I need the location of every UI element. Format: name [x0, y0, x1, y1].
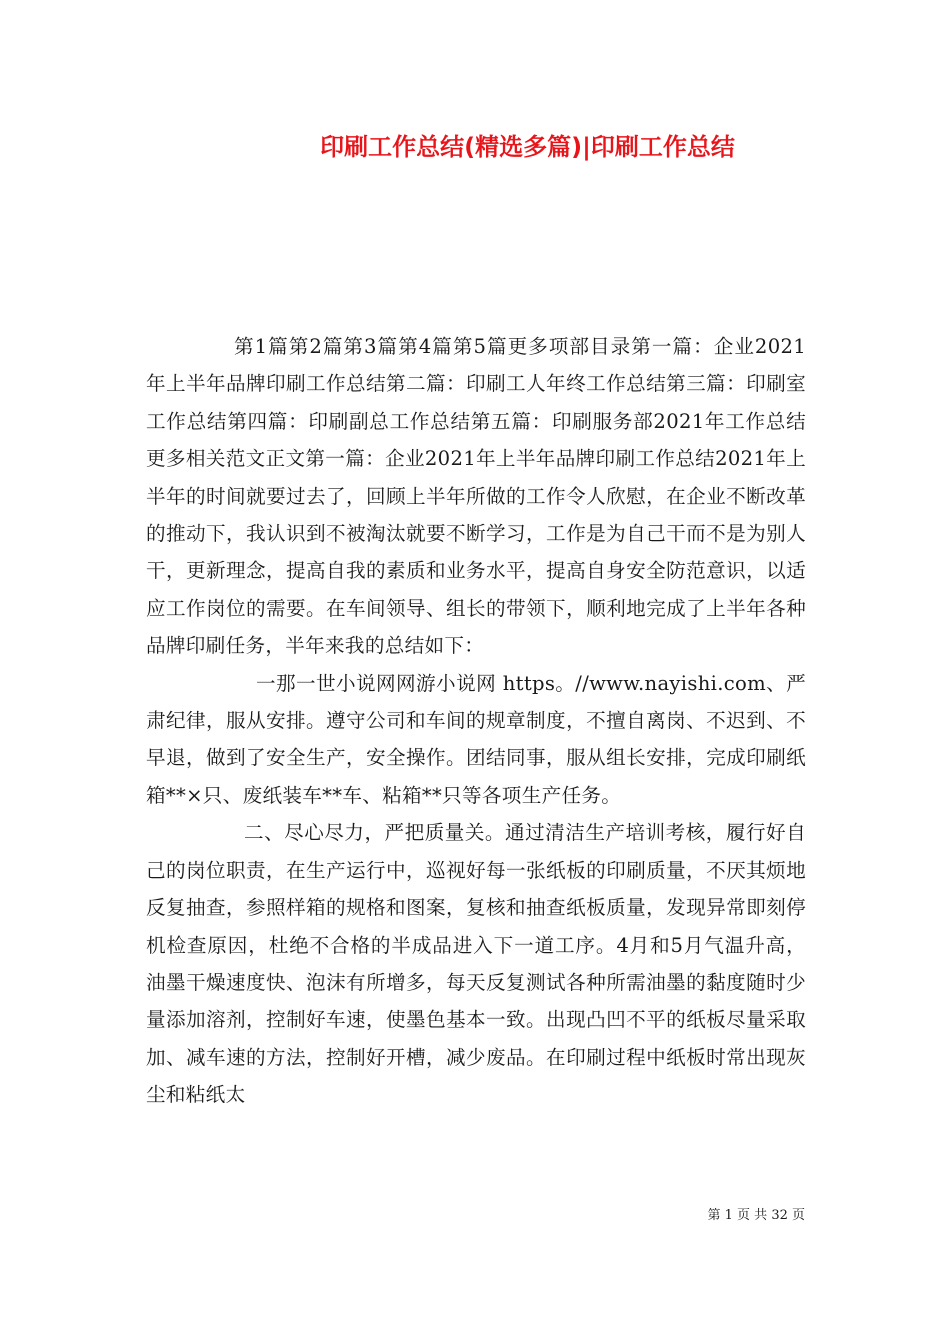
document-body: [146, 328, 806, 1114]
title-text: 印刷工作总结(精选多篇)|印刷工作总结: [320, 133, 735, 161]
page-number-footer: 第 1 页 共 32 页: [707, 1208, 805, 1223]
document-title: [0, 130, 950, 164]
paragraph-section-one: 一那一世小说网网游小说网 https。//www.nayishi.com、严肃纪律，服从安排。遵守公司和车间的规章制度，不擅自离岗、不迟到、不早退，做到了安全生产，安全操作。团结同事，服从组长安排，完成印刷纸箱**×只、废纸装车**车、粘箱**只等各项生产任务。: [146, 671, 806, 807]
paragraph-section-two: 二、尽心尽力，严把质量关。通过清洁生产培训考核，履行好自己的岗位职责，在生产运行中，巡视好每一张纸板的印刷质量，不厌其烦地反复抽查，参照样箱的规格和图案，复核和抽查纸板质量，发现异常即刻停机检查原因，杜绝不合格的半成品进入下一道工序。4月和5月气温升高，油墨干燥速度快、泡沫有所增多，每天反复测试各种所需油墨的黏度随时少量添加溶剂，控制好车速，使墨色基本一致。出现凸凹不平的纸板尽量采取加、减车速的方法，控制好开槽，减少废品。在印刷过程中纸板时常出现灰尘和粘纸太: [146, 821, 806, 1107]
paragraph-toc-intro: 第1篇第2篇第3篇第4篇第5篇更多项部目录第一篇：企业2021年上半年品牌印刷工作总结第二篇：印刷工人年终工作总结第三篇：印刷室工作总结第四篇：印刷副总工作总结第五篇：印刷服务部2021年工作总结更多相关范文正文第一篇：企业2021年上半年品牌印刷工作总结2021年上半年的时间就要过去了，回顾上半年所做的工作令人欣慰，在企业不断改革的推动下，我认识到不被淘汰就要不断学习，工作是为自己干而不是为别人干，更新理念，提高自我的素质和业务水平，提高自身安全防范意识，以适应工作岗位的需要。在车间领导、组长的带领下，顺利地完成了上半年各种品牌印刷任务，半年来我的总结如下：: [146, 335, 806, 658]
